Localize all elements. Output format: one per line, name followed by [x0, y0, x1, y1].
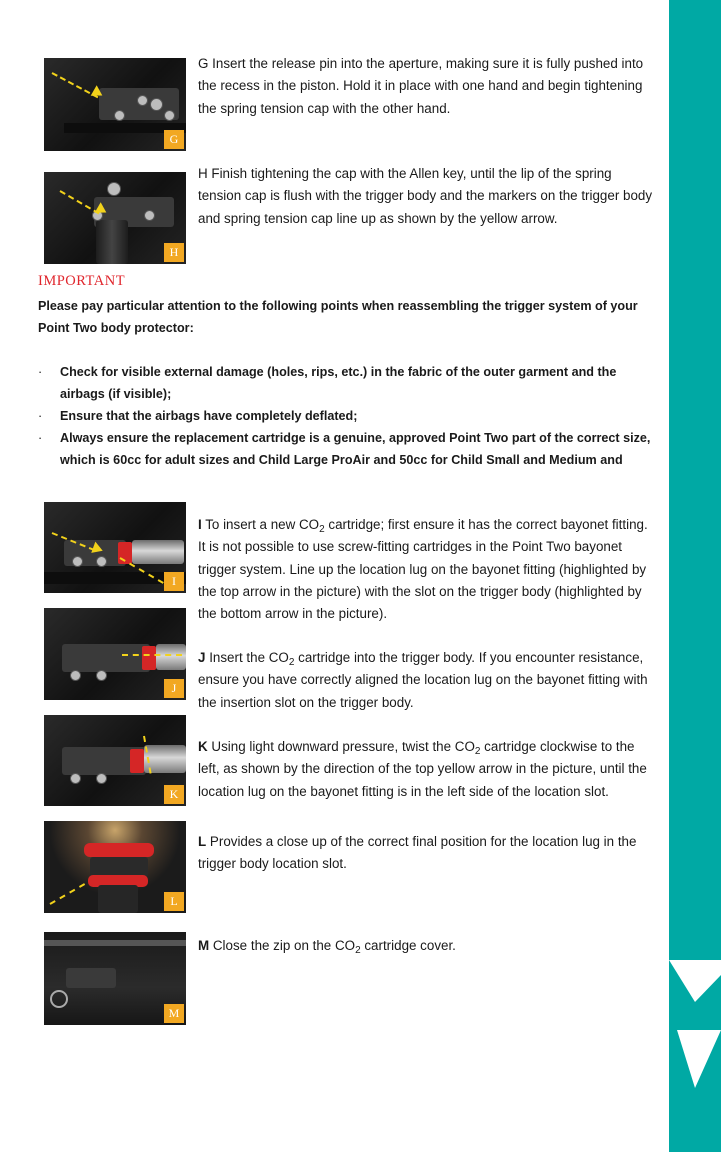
important-intro: Please pay particular attention to the following points when reassembling the trigger system of your Point Two body protector: [38, 299, 638, 335]
photo-tag: H [164, 243, 184, 262]
step-k-text: K Using light downward pressure, twist the $CO_2$ cartridge clockwise to the left, as shown by the direction of the top yellow arrow in the picture, until the location lug on the bayonet fitting is in the left side of the location slot. [198, 739, 647, 799]
side-accent-bar [669, 0, 721, 1152]
photo-tag: G [164, 130, 184, 149]
important-bullet: · Always ensure the replacement cartridge is a genuine, approved Point Two part of the correct size, which is 60cc for adult sizes and Child Large ProAir and 50cc for Child Small and Medium and [38, 431, 651, 467]
step-g-text: G Insert the release pin into the aperture, making sure it is fully pushed into the recess in the piston. Hold it in place with one hand and begin tightening the spring tension cap with the other hand. [198, 56, 644, 116]
photo-tag: K [164, 785, 184, 804]
step-h-text: H Finish tightening the cap with the Allen key, until the lip of the spring tension cap is flush with the trigger body and the markers on the trigger body and spring tension cap line up as shown by the yellow arrow. [198, 166, 653, 226]
step-l-text: L Provides a close up of the correct final position for the location lug in the trigger body location slot. [198, 834, 637, 872]
photo-tag: I [164, 572, 184, 591]
photo-step-l [44, 821, 186, 913]
photo-step-m [44, 932, 186, 1025]
photo-step-h [44, 172, 186, 264]
important-bullet: · Check for visible external damage (holes, rips, etc.) in the fabric of the outer garment and the airbags (if visible); [38, 365, 617, 401]
important-heading: IMPORTANT [38, 273, 126, 289]
step-m-text: M Close the zip on the $CO_2$ cartridge cover. [198, 938, 456, 956]
important-bullet: · Ensure that the airbags have completely deflated; [38, 409, 358, 423]
photo-step-g [44, 58, 186, 151]
photo-step-j [44, 608, 186, 700]
photo-tag: J [164, 679, 184, 698]
photo-tag: M [164, 1004, 184, 1023]
sidebar-notch-chevron [669, 1030, 721, 1100]
photo-tag: L [164, 892, 184, 911]
step-j-text: J Insert the $CO_2$ cartridge into the trigger body. If you encounter resistance, ensure you have correctly aligned the location lug on the bayonet fitting with the insertion slot on the trigger body. [198, 650, 648, 710]
sidebar-notch-top [669, 960, 721, 1010]
step-i-text: I To insert a new $CO_2$ cartridge; first ensure it has the correct bayonet fitting. It is not possible to use screw-fitting cartridges in the Point Two bayonet trigger system. Line up the location lug on the bayonet fitting (highlighted by the top arrow in the picture) with the slot on the trigger body (highlighted by the bottom arrow in the picture). [198, 517, 648, 622]
photo-step-i [44, 502, 186, 593]
photo-step-k [44, 715, 186, 806]
